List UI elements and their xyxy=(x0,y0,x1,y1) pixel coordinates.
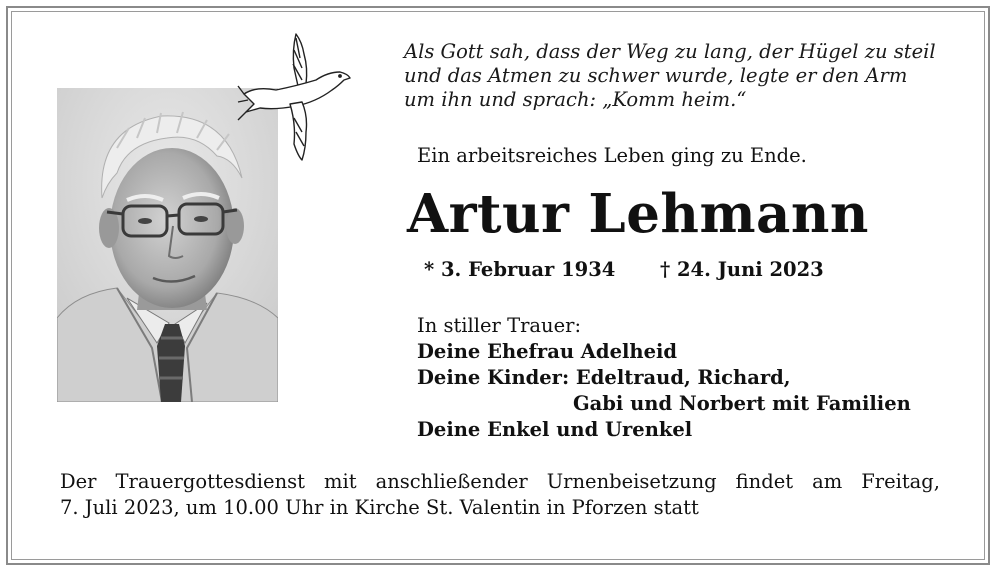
mourner-spouse: Deine Ehefrau Adelheid xyxy=(417,340,678,363)
service-line: Der Trauergottesdienst mit anschließender Urnenbeisetzung findet am Freitag, xyxy=(60,470,940,493)
mourner-children: Deine Kinder: Edeltraud, Richard, xyxy=(417,366,791,389)
quote-block xyxy=(404,40,964,112)
mourners-block xyxy=(417,313,911,443)
mourner-grandchildren: Deine Enkel und Urenkel xyxy=(417,418,693,441)
service-line: 7. Juli 2023, um 10.00 Uhr in Kirche St. Valentin in Pforzen statt xyxy=(60,496,699,519)
dove-icon xyxy=(236,28,354,164)
mourners-heading: In stiller Trauer: xyxy=(417,314,582,337)
quote-line: und das Atmen zu schwer wurde, legte er den Arm xyxy=(404,64,908,87)
deceased-name: Artur Lehmann xyxy=(407,183,869,245)
life-dates xyxy=(424,258,824,281)
service-notice xyxy=(60,469,940,521)
birth-date: * 3. Februar 1934 xyxy=(424,258,616,281)
mourner-children-cont: Gabi und Norbert mit Familien xyxy=(573,392,911,415)
quote-line: um ihn und sprach: „Komm heim.“ xyxy=(404,88,747,111)
intro-text: Ein arbeitsreiches Leben ging zu Ende. xyxy=(417,144,807,167)
quote-line: Als Gott sah, dass der Weg zu lang, der Hügel zu steil xyxy=(404,40,936,63)
death-date: † 24. Juni 2023 xyxy=(660,258,824,281)
